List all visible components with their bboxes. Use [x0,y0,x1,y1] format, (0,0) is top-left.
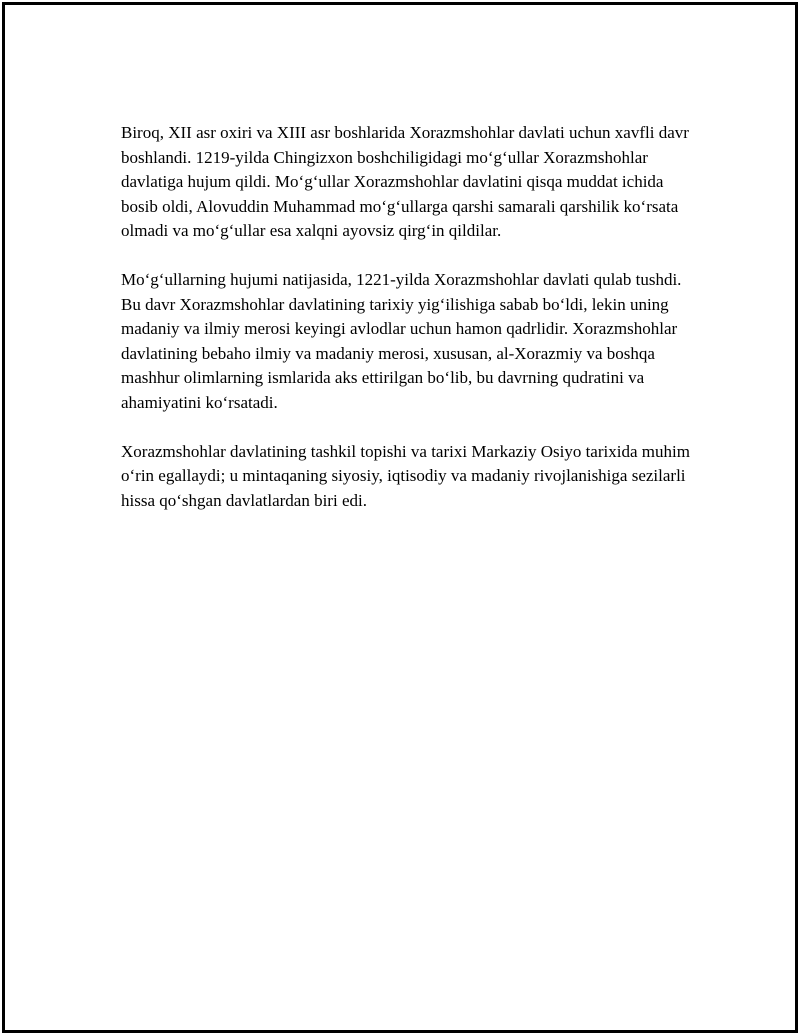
paragraph-historical-significance: Xorazmshohlar davlatining tashkil topishi va tarixi Markaziy Osiyo tarixida muhim o‘rin egallaydi; u mintaqaning siyosiy, iqtisodiy va madaniy rivojlanishiga sezilarli hissa qo‘shgan davlatlardan biri edi. [121,441,690,510]
paragraph-mongol-invasion: Biroq, XII asr oxiri va XIII asr boshlarida Xorazmshohlar davlati uchun xavfli davr boshlandi. 1219-yilda Chingizxon boshchiligidagi mo‘g‘ullar Xorazmshohlar davlatiga hujum qildi. Mo‘g‘ullar Xorazmshohlar davlatini qisqa muddat ichida bosib oldi, Alovuddin Muhammad mo‘g‘ullarga qarshi samarali qarshilik ko‘rsata olmadi va mo‘g‘ullar esa xalqni ayovsiz qirg‘in qildilar. [121,123,689,240]
document-body [121,121,701,538]
paragraph-fall-of-state: Mo‘g‘ullarning hujumi natijasida, 1221-yilda Xorazmshohlar davlati qulab tushdi. Bu davr Xorazmshohlar davlatining tarixiy yig‘ilishiga sabab bo‘ldi, lekin uning madaniy va ilmiy merosi keyingi avlodlar uchun hamon qadrlidir. Xorazmshohlar davlatining bebaho ilmiy va madaniy merosi, xususan, al-Xorazmiy va boshqa mashhur olimlarning ismlarida aks ettirilgan bo‘lib, bu davrning qudratini va ahamiyatini ko‘rsatadi. [121,270,682,412]
page-border [2,2,798,1033]
